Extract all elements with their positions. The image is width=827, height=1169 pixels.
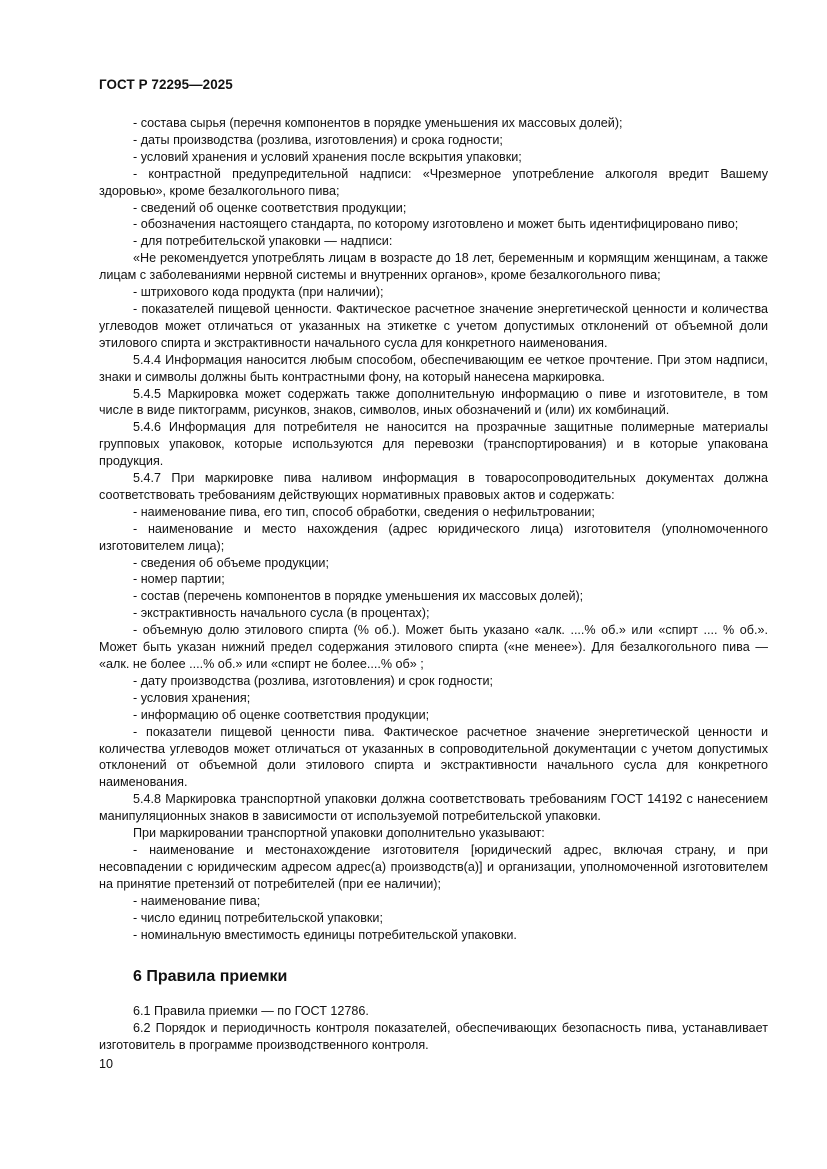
paragraph: - контрастной предупредительной надписи: «Чрезмерное употребление алкоголя вредит Вашему здоровью», кроме безалкогольного пива;	[99, 166, 768, 198]
quote-paragraph: «Не рекомендуется употреблять лицам в возрасте до 18 лет, беременным и кормящим женщинам, а также лицам с заболеваниями нервной системы и внутренних органов», кроме безалкогольного пива;	[99, 251, 768, 283]
document-header: ГОСТ Р 72295—2025	[99, 77, 233, 92]
paragraph: - информацию об оценке соответствия продукции;	[133, 707, 430, 722]
paragraph: - наименование и местонахождение изготовителя [юридический адрес, включая страну, и при несовпадении с юридическим адресом адрес(а) производств(а)] и организации, уполномоченной изготовителем на принятие претензий от потребителей (при ее наличии);	[99, 842, 768, 891]
paragraph: - даты производства (розлива, изготовления) и срока годности;	[133, 132, 503, 147]
paragraph: - условий хранения и условий хранения после вскрытия упаковки;	[133, 149, 522, 164]
document-body	[99, 115, 768, 1054]
paragraph-5-4-8: 5.4.8 Маркировка транспортной упаковки должна соответствовать требованиям ГОСТ 14192 с нанесением манипуляционных знаков в зависимости от используемой потребительской упаковки.	[99, 792, 768, 824]
paragraph-5-4-7: 5.4.7 При маркировке пива наливом информация в товаросопроводительных документах должна соответствовать требованиям действующих нормативных правовых актов и содержать:	[99, 471, 768, 502]
paragraph: - номинальную вместимость единицы потребительской упаковки.	[133, 927, 517, 942]
paragraph: - для потребительской упаковки — надписи:	[133, 234, 393, 249]
paragraph: - показатели пищевой ценности пива. Фактическое расчетное значение энергетической ценности и количества углеводов может отличаться от указанных в сопроводительной документации с учетом допустимых отклонений от объемной доли этилового спирта и экстрактивности начального сусла для конкретного наименования.	[99, 724, 768, 790]
paragraph-5-4-4: 5.4.4 Информация наносится любым способом, обеспечивающим ее четкое прочтение. При этом надписи, знаки и символы должны быть контрастными фону, на который нанесена маркировка.	[99, 352, 768, 384]
paragraph: - сведения об объеме продукции;	[133, 555, 329, 570]
paragraph: - наименование пива;	[133, 893, 261, 908]
paragraph-6-1: 6.1 Правила приемки — по ГОСТ 12786.	[133, 1004, 369, 1019]
paragraph: - состав (перечень компонентов в порядке уменьшения их массовых долей);	[133, 589, 584, 604]
paragraph: - объемную долю этилового спирта (% об.). Может быть указано «алк. ....% об.» или «спирт .... % об.». Может быть указан нижний предел содержания этилового спирта («не менее»). Для безалкогольного пива — «алк. не более ....% об.» или «спирт не более....% об» ;	[99, 623, 768, 671]
paragraph: - наименование пива, его тип, способ обработки, сведения о нефильтровании;	[133, 504, 595, 519]
paragraph: При маркировании транспортной упаковки дополнительно указывают:	[133, 826, 545, 841]
section-heading: 6 Правила приемки	[133, 968, 288, 986]
paragraph: - показателей пищевой ценности. Фактическое расчетное значение энергетической ценности и количества углеводов может отличаться от указанных на этикетке с учетом допустимых отклонений от объемной доли этилового спирта и экстрактивности начального сусла для конкретного наименования.	[99, 301, 768, 350]
paragraph: - состава сырья (перечня компонентов в порядке уменьшения их массовых долей);	[133, 116, 623, 130]
paragraph-5-4-5: 5.4.5 Маркировка может содержать также дополнительную информацию о пиве и изготовителе, в том числе в виде пиктограмм, рисунков, знаков, символов, иных обозначений и (или) их комбинаций.	[99, 386, 768, 418]
paragraph: - условия хранения;	[133, 690, 251, 705]
paragraph: - экстрактивность начального сусла (в процентах);	[133, 606, 430, 621]
paragraph: - сведений об оценке соответствия продукции;	[133, 200, 407, 215]
paragraph: - обозначения настоящего стандарта, по которому изготовлено и может быть идентифицировано пиво;	[133, 217, 739, 232]
paragraph: - номер партии;	[133, 572, 225, 587]
paragraph: - наименование и место нахождения (адрес юридического лица) изготовителя (уполномоченного изготовителем лица);	[99, 521, 768, 553]
page-number: 10	[99, 1057, 114, 1071]
paragraph: - штрихового кода продукта (при наличии);	[133, 285, 384, 300]
paragraph: - число единиц потребительской упаковки;	[133, 910, 383, 925]
paragraph-6-2: 6.2 Порядок и периодичность контроля показателей, обеспечивающих безопасность пива, устанавливает изготовитель в программе производственного контроля.	[99, 1021, 768, 1053]
paragraph: - дату производства (розлива, изготовления) и срок годности;	[133, 673, 494, 688]
paragraph-5-4-6: 5.4.6 Информация для потребителя не наносится на прозрачные защитные полимерные материалы групповых упаковок, которые используются для перевозки (транспортирования) и в которые упакована продукция.	[99, 420, 768, 469]
